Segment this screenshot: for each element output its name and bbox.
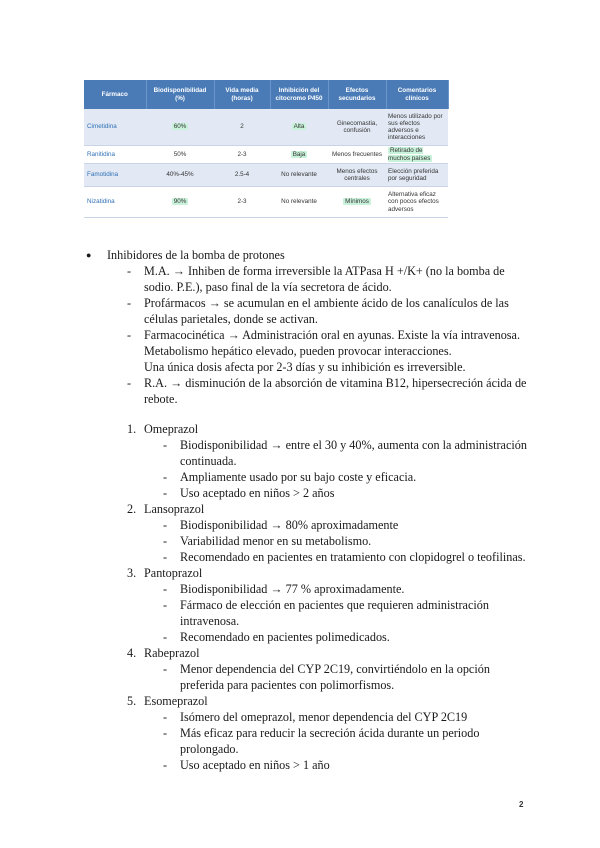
cell-comments: Elección preferida por seguridad (386, 164, 448, 187)
drug-name: Rabeprazol (144, 646, 200, 660)
list-item (0, 437, 600, 453)
cell-comments (386, 146, 448, 164)
item-text: Fármaco de elección en pacientes que requieren administración (180, 598, 489, 612)
item-text: Menor dependencia del CYP 2C19, convirtiéndolo en la opción (180, 662, 490, 676)
list-item-continuation (0, 343, 600, 359)
drug-name: Lansoprazol (144, 502, 205, 516)
cell-drug: Nizatidina (84, 187, 146, 218)
list-item-continuation (0, 453, 600, 469)
cell-drug: Ranitidina (84, 146, 146, 164)
drug-heading (0, 421, 600, 437)
dash-icon: - (163, 758, 168, 772)
drug-name: Omeprazol (144, 422, 199, 436)
item-text: Variabilidad menor en su metabolismo. (180, 534, 372, 548)
highlight-mark: Cimetidina (87, 123, 117, 131)
list-item (0, 757, 600, 773)
dash-icon: - (163, 486, 168, 500)
table-row (84, 146, 448, 164)
dash-icon: - (163, 726, 168, 740)
item-text: continuada. (180, 454, 237, 468)
ppi-section (0, 247, 600, 773)
drug-heading (0, 645, 600, 661)
list-item (0, 295, 600, 311)
list-item (0, 469, 600, 485)
list-item (0, 533, 600, 549)
cell-half-life: 2 (214, 109, 270, 146)
dash-icon: - (163, 582, 168, 596)
cell-comments: Menos utilizado por sus efectos adversos e interacciones (386, 109, 448, 146)
dash-icon: - (163, 710, 168, 724)
drug-number: 5. (127, 694, 137, 708)
point-text: Farmacocinética → Administración oral en ayunas. Existe la vía intravenosa. (144, 328, 520, 342)
item-text: Biodisponibilidad → 77 % aproximadamente. (180, 582, 405, 596)
highlight-mark: Retirado de muchos países (388, 147, 431, 162)
dash-icon: - (163, 550, 168, 564)
list-item (0, 597, 600, 613)
highlight-mark: Alta (293, 123, 305, 131)
list-item (0, 709, 600, 725)
header-drug: Fármaco (84, 80, 146, 109)
list-item-continuation (0, 741, 600, 757)
header-half-life: Vida media (horas) (214, 80, 270, 109)
list-item-continuation (0, 613, 600, 629)
list-item (0, 661, 600, 677)
dash-icon: - (163, 518, 168, 532)
cell-side-effects: Menos efectos centrales (328, 164, 386, 187)
drug-heading (0, 501, 600, 517)
list-item (0, 263, 600, 279)
list-item-continuation (0, 391, 600, 407)
cell-cyp: No relevante (270, 164, 328, 187)
dash-icon: - (127, 328, 132, 342)
cell-bioavailability (146, 109, 214, 146)
cell-cyp: No relevante (270, 187, 328, 218)
header-clinical-comments: Comentarios clínicos (386, 80, 448, 109)
point-text: M.A. → Inhiben de forma irreversible la ATPasa H +/K+ (no la bomba de (144, 264, 505, 278)
list-item (0, 629, 600, 645)
list-item (0, 375, 600, 391)
dash-icon: - (163, 534, 168, 548)
item-text: Más eficaz para reducir la secreción ácida durante un periodo (180, 726, 480, 740)
list-item-continuation (0, 677, 600, 693)
header-bioavailability: Biodisponibilidad (%) (146, 80, 214, 109)
point-text: sodio. P.E.), paso final de la vía secretora de ácido. (144, 280, 392, 294)
cell-side-effects: Ginecomastia, confusión (328, 109, 386, 146)
item-text: preferida para pacientes con polimorfismos. (180, 678, 395, 692)
table-row (84, 109, 448, 146)
list-item (0, 581, 600, 597)
drug-name: Esomeprazol (144, 694, 208, 708)
dash-icon: - (163, 438, 168, 452)
drug-heading (0, 565, 600, 581)
highlight-mark: 90% (173, 198, 187, 206)
dash-icon: - (127, 264, 132, 278)
dash-icon: - (163, 470, 168, 484)
highlight-mark: Baja (292, 150, 306, 158)
section-title: Inhibidores de la bomba de protones (107, 248, 285, 262)
item-text: Recomendado en pacientes en tratamiento con clopidogrel o teofilinas. (180, 550, 526, 564)
dash-icon: - (127, 376, 132, 390)
cell-cyp (270, 109, 328, 146)
cell-comments: Alternativa eficaz con pocos efectos adversos (386, 187, 448, 218)
list-item (0, 549, 600, 565)
drug-number: 1. (127, 422, 137, 436)
drug-heading (0, 693, 600, 709)
point-text: R.A. → disminución de la absorción de vitamina B12, hipersecreción ácida de (144, 376, 527, 390)
list-item (0, 485, 600, 501)
drug-number: 4. (127, 646, 137, 660)
table-header-row (84, 80, 448, 109)
list-item (0, 725, 600, 741)
cell-bioavailability: 50% (146, 146, 214, 164)
cell-side-effects: Menos frecuentes (328, 146, 386, 164)
dash-icon: - (163, 630, 168, 644)
bullet-icon: ● (86, 250, 92, 260)
cell-drug (84, 109, 146, 146)
point-text: rebote. (144, 392, 178, 406)
point-text: Profármacos → se acumulan en el ambiente ácido de los canalículos de las (144, 296, 509, 310)
highlight-mark: 60% (173, 123, 187, 131)
dash-icon: - (163, 598, 168, 612)
dash-icon: - (163, 662, 168, 676)
drug-comparison-table (84, 80, 449, 218)
item-text: Ampliamente usado por su bajo coste y eficacia. (180, 470, 417, 484)
point-text: células parietales, donde se activan. (144, 312, 318, 326)
cell-half-life: 2-3 (214, 146, 270, 164)
item-text: Uso aceptado en niños > 1 año (180, 758, 330, 772)
list-item (0, 517, 600, 533)
highlight-mark: Mínimos (345, 198, 369, 206)
drug-number: 2. (127, 502, 137, 516)
section-heading-line (0, 247, 600, 263)
cell-side-effects (328, 187, 386, 218)
item-text: intravenosa. (180, 614, 240, 628)
item-text: Biodisponibilidad → entre el 30 y 40%, aumenta con la administración (180, 438, 527, 452)
table-row (84, 187, 448, 218)
item-text: Uso aceptado en niños > 2 años (180, 486, 335, 500)
dash-icon: - (127, 296, 132, 310)
list-item (0, 327, 600, 343)
cell-half-life: 2.5-4 (214, 164, 270, 187)
cell-half-life: 2-3 (214, 187, 270, 218)
point-text: Metabolismo hepático elevado, pueden provocar interacciones. (144, 344, 452, 358)
cell-drug: Famotidina (84, 164, 146, 187)
page-number: 2 (519, 800, 524, 809)
drug-name: Pantoprazol (144, 566, 203, 580)
list-item-continuation (0, 359, 600, 375)
header-cyp-inhibition: Inhibición del citocromo P450 (270, 80, 328, 109)
table-row (84, 164, 448, 187)
list-item-continuation (0, 311, 600, 327)
item-text: Biodisponibilidad → 80% aproximadamente (180, 518, 399, 532)
item-text: Isómero del omeprazol, menor dependencia del CYP 2C19 (180, 710, 468, 724)
item-text: Recomendado en pacientes polimedicados. (180, 630, 390, 644)
cell-bioavailability: 40%-45% (146, 164, 214, 187)
drug-number: 3. (127, 566, 137, 580)
header-side-effects: Efectos secundarios (328, 80, 386, 109)
cell-bioavailability (146, 187, 214, 218)
cell-cyp (270, 146, 328, 164)
item-text: prolongado. (180, 742, 239, 756)
point-text: Una única dosis afecta por 2-3 días y su inhibición es irreversible. (144, 360, 466, 374)
list-item-continuation (0, 279, 600, 295)
